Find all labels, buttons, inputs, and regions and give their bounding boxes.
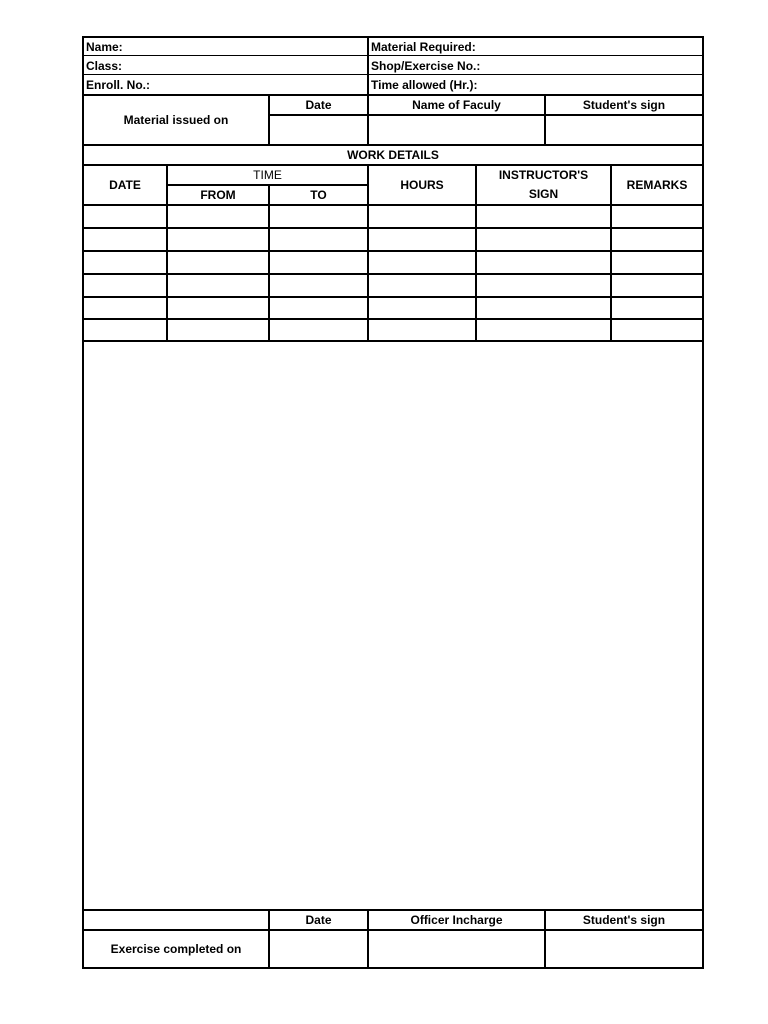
instructor-header-line1: INSTRUCTOR'S	[498, 168, 589, 182]
divider	[610, 165, 612, 342]
divider	[83, 250, 703, 252]
class-label: Class:	[86, 58, 123, 73]
divider	[367, 910, 369, 968]
divider	[83, 74, 703, 75]
divider	[269, 114, 703, 116]
name-label: Name:	[86, 39, 123, 54]
divider	[83, 296, 703, 298]
divider	[83, 204, 703, 206]
divider	[83, 318, 703, 320]
from-column-header: FROM	[200, 187, 236, 202]
divider	[83, 144, 703, 146]
material-issued-label: Material issued on	[123, 113, 229, 127]
issue-date-header: Date	[305, 97, 332, 112]
enroll-no-label: Enroll. No.:	[86, 77, 150, 92]
divider	[544, 95, 546, 145]
divider	[268, 95, 270, 145]
instructor-sign-column-header	[476, 165, 611, 205]
officer-incharge-header: Officer Incharge	[410, 913, 503, 927]
divider	[544, 910, 546, 968]
remarks-column-header: REMARKS	[626, 178, 688, 192]
border-top	[82, 36, 704, 38]
issue-student-sign-header: Student's sign	[582, 97, 666, 112]
divider	[83, 94, 703, 96]
divider	[83, 929, 703, 931]
to-column-header: TO	[310, 187, 327, 202]
divider	[367, 165, 369, 342]
completion-date-header: Date	[305, 913, 332, 927]
exercise-completed-label: Exercise completed on	[110, 942, 242, 956]
divider	[83, 55, 703, 56]
divider	[367, 37, 369, 145]
divider	[475, 165, 477, 342]
time-allowed-label: Time allowed (Hr.):	[371, 77, 478, 92]
border-right	[702, 36, 704, 969]
time-column-header: TIME	[253, 167, 282, 182]
divider	[83, 909, 703, 911]
border-bottom	[82, 967, 704, 969]
work-details-title: WORK DETAILS	[347, 148, 439, 162]
hours-column-header: HOURS	[400, 178, 444, 192]
divider	[83, 227, 703, 229]
faculty-name-header: Name of Faculy	[412, 97, 501, 112]
instructor-header-line2: SIGN	[528, 187, 559, 201]
divider	[83, 273, 703, 275]
material-required-label: Material Required:	[371, 39, 476, 54]
divider	[268, 910, 270, 968]
shop-exercise-label: Shop/Exercise No.:	[371, 58, 481, 73]
divider	[166, 165, 168, 342]
sketch-area[interactable]	[83, 342, 703, 910]
border-left	[82, 36, 84, 969]
divider	[83, 340, 703, 342]
completion-student-sign-header: Student's sign	[582, 913, 666, 927]
date-column-header: DATE	[109, 178, 141, 192]
